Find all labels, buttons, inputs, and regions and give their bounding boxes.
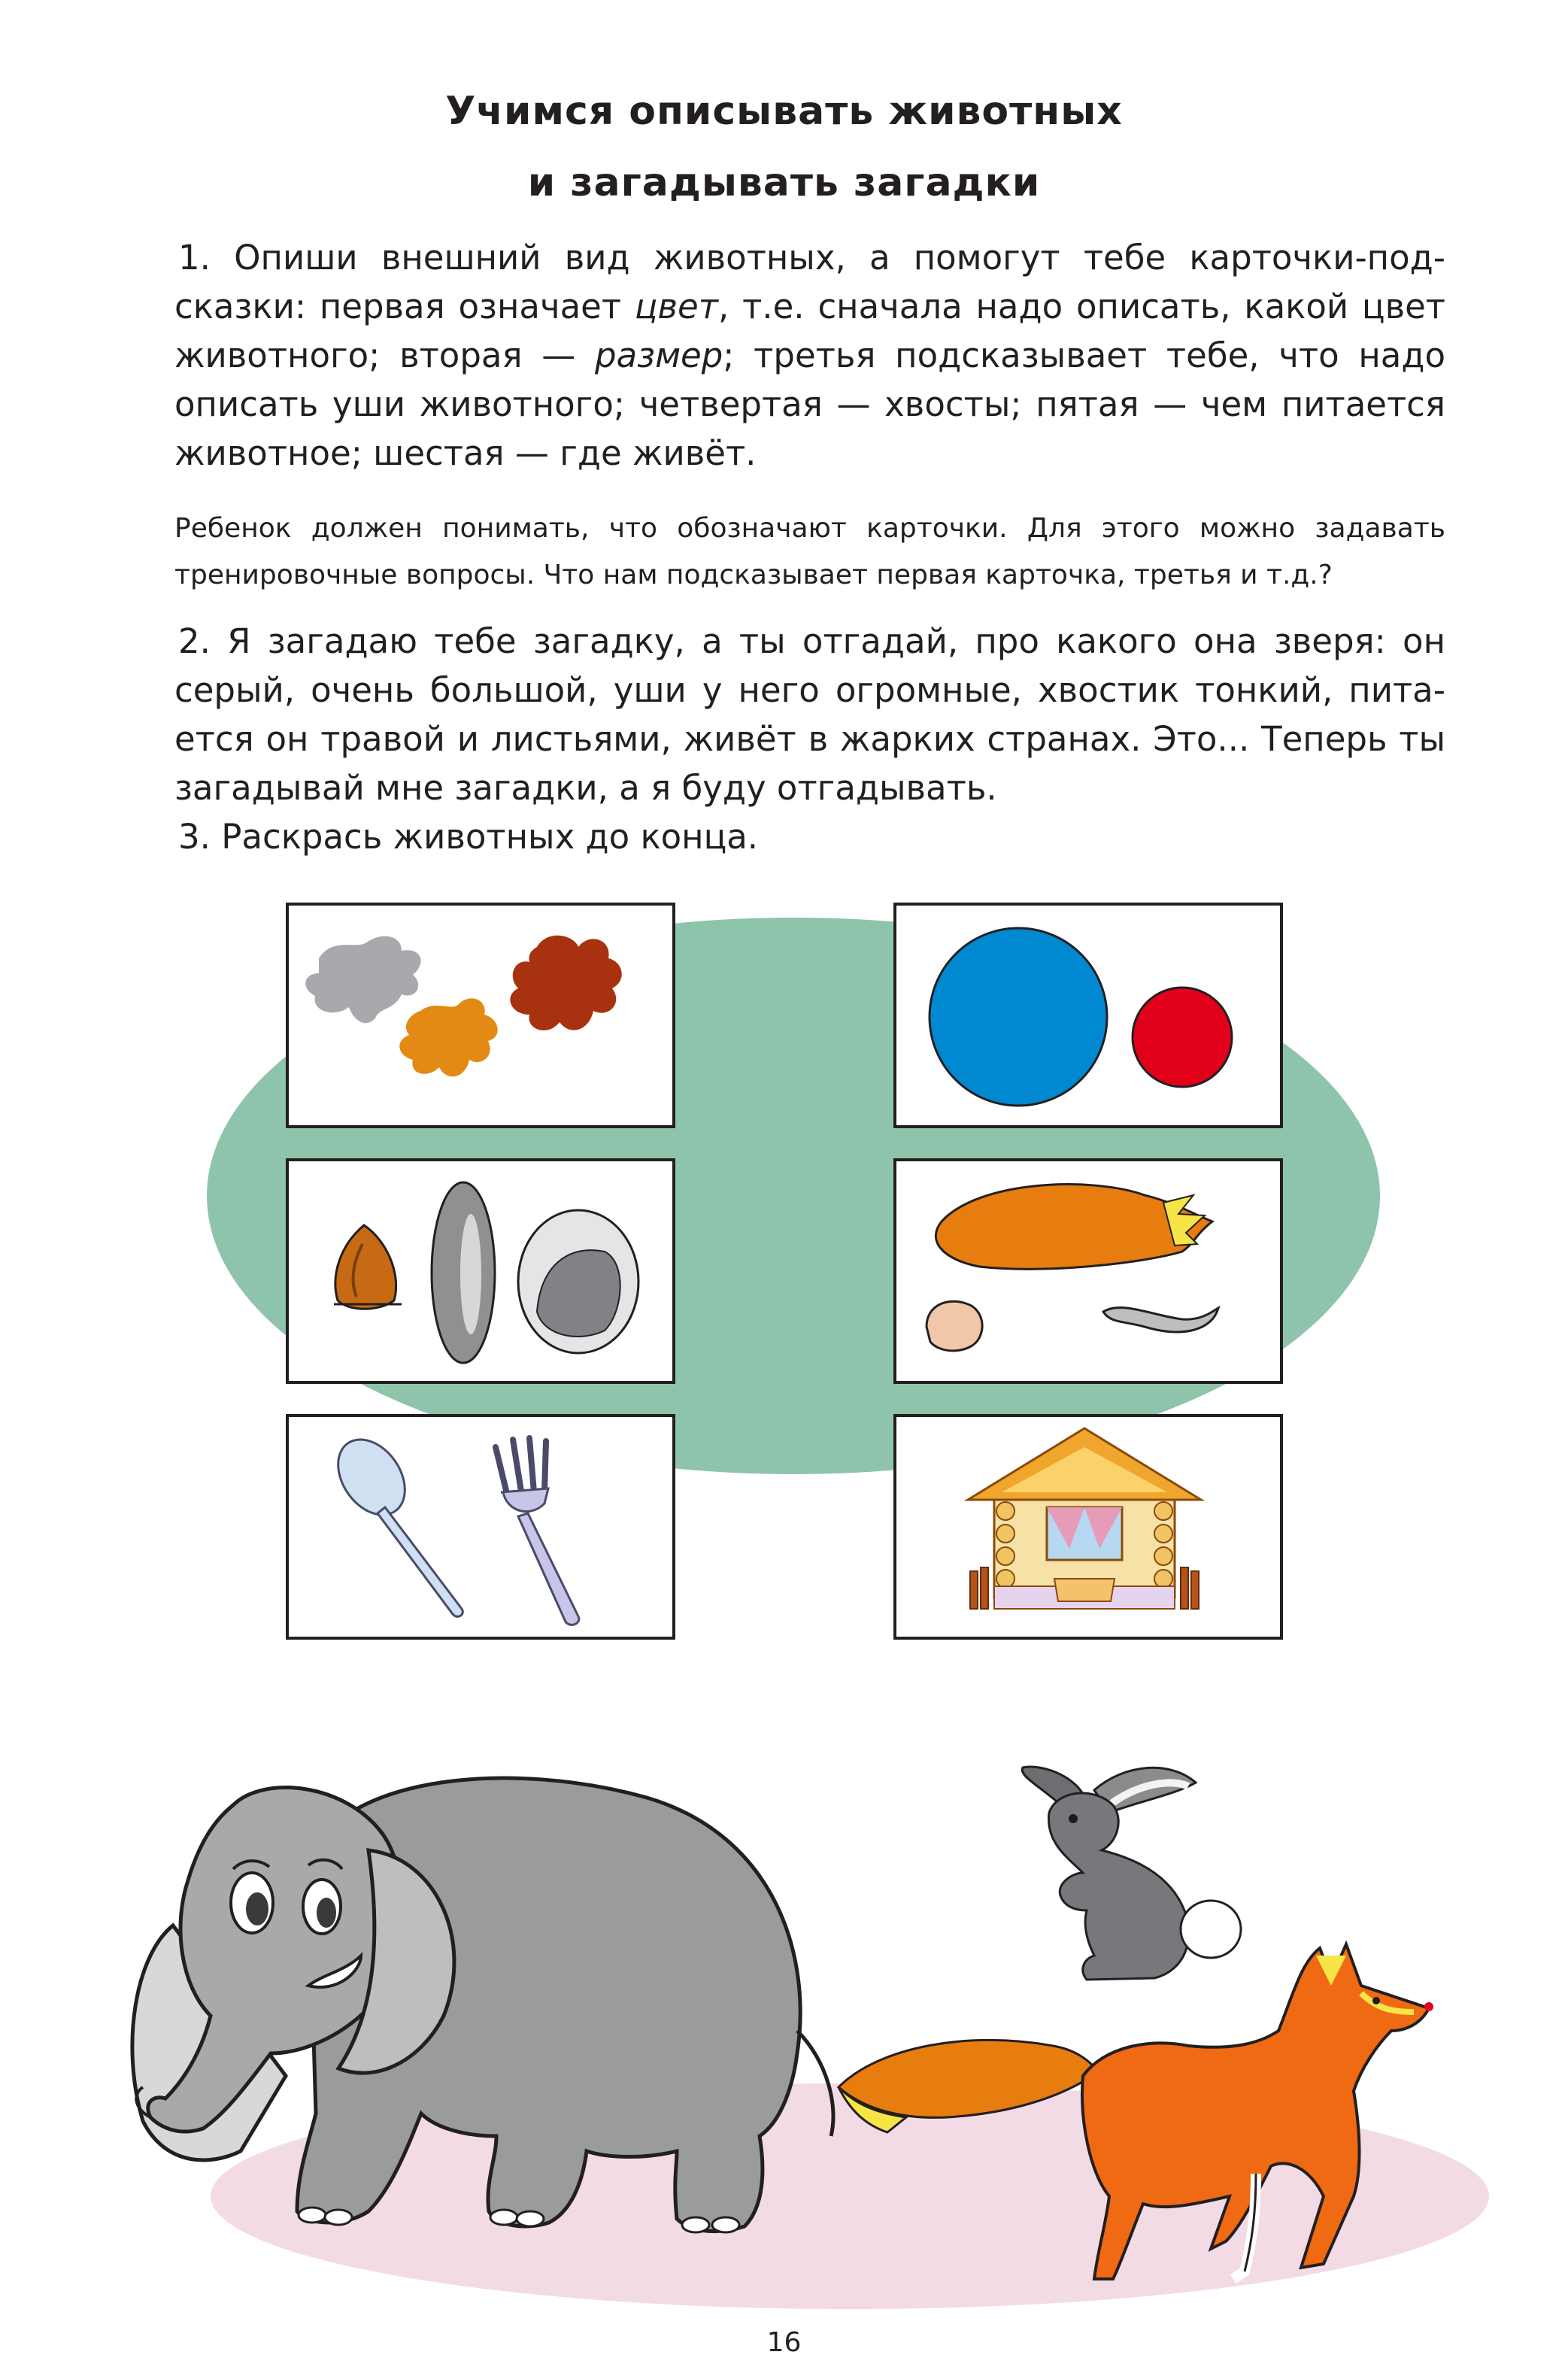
- page-title-line-2: и загадывать загадки: [527, 160, 1041, 205]
- page-title-line-1: Учимся описывать животных: [445, 89, 1123, 134]
- elephant-ear-narrow-icon: [432, 1182, 495, 1363]
- rabbit-tail-icon: [927, 1301, 982, 1351]
- task-1-italic-size: размер: [595, 335, 723, 375]
- brown-blot-icon: [510, 936, 621, 1030]
- task-3-text: 3. Раскрась животных до конца.: [178, 817, 759, 857]
- spoon-icon: [324, 1427, 463, 1616]
- fox-ear-icon: [334, 1225, 402, 1309]
- task-1-text: [174, 233, 1445, 478]
- small-red-circle-icon: [1133, 988, 1232, 1087]
- page-number: 16: [766, 2327, 802, 2358]
- size-card: [893, 903, 1283, 1128]
- orange-blot-icon: [399, 998, 497, 1076]
- fox-illustration: [835, 1925, 1451, 2317]
- ears-card: [286, 1158, 675, 1384]
- task-1-italic-color: цвет: [634, 287, 718, 326]
- task-1-part-a: 1. Опиши внешний вид животных, а помогут тебе карточки-под-сказки: первая означает: [174, 238, 1445, 326]
- log-house-icon: [968, 1428, 1201, 1609]
- elephant-illustration: [120, 1730, 842, 2271]
- task-1-part-c: ; третья подсказывает тебе, что надо описать уши животного; четвертая — хвосты; пятая — чем питается животное; шестая — где живёт.: [174, 335, 1445, 473]
- fork-icon: [496, 1438, 579, 1625]
- elephant-tail-icon: [1103, 1308, 1218, 1332]
- color-card: [286, 903, 675, 1128]
- big-blue-circle-icon: [930, 928, 1107, 1106]
- parent-note: Ребенок должен понимать, что обозначают карточки. Для этого можно задавать тренировочные вопросы. Что нам подсказывает первая карточка, третья и т.д.?: [174, 513, 1445, 590]
- task-2-text: 2. Я загадаю тебе загадку, а ты отгадай, про какого она зверя: он серый, очень большой, уши у него огромные, хвостик тонкий, пита-ется он травой и листьями, живёт в жарких странах. Это... Теперь ты загадывай мне загадки, а я буду отгадывать.: [174, 621, 1445, 808]
- tails-card: [893, 1158, 1283, 1384]
- gray-blot-icon: [305, 936, 420, 1023]
- home-card: [893, 1414, 1283, 1640]
- food-card: [286, 1414, 675, 1640]
- task-1-part-b: , т.е. сначала надо описать, какой цвет животного; вторая —: [174, 287, 1445, 375]
- elephant-ear-wide-icon: [518, 1210, 638, 1353]
